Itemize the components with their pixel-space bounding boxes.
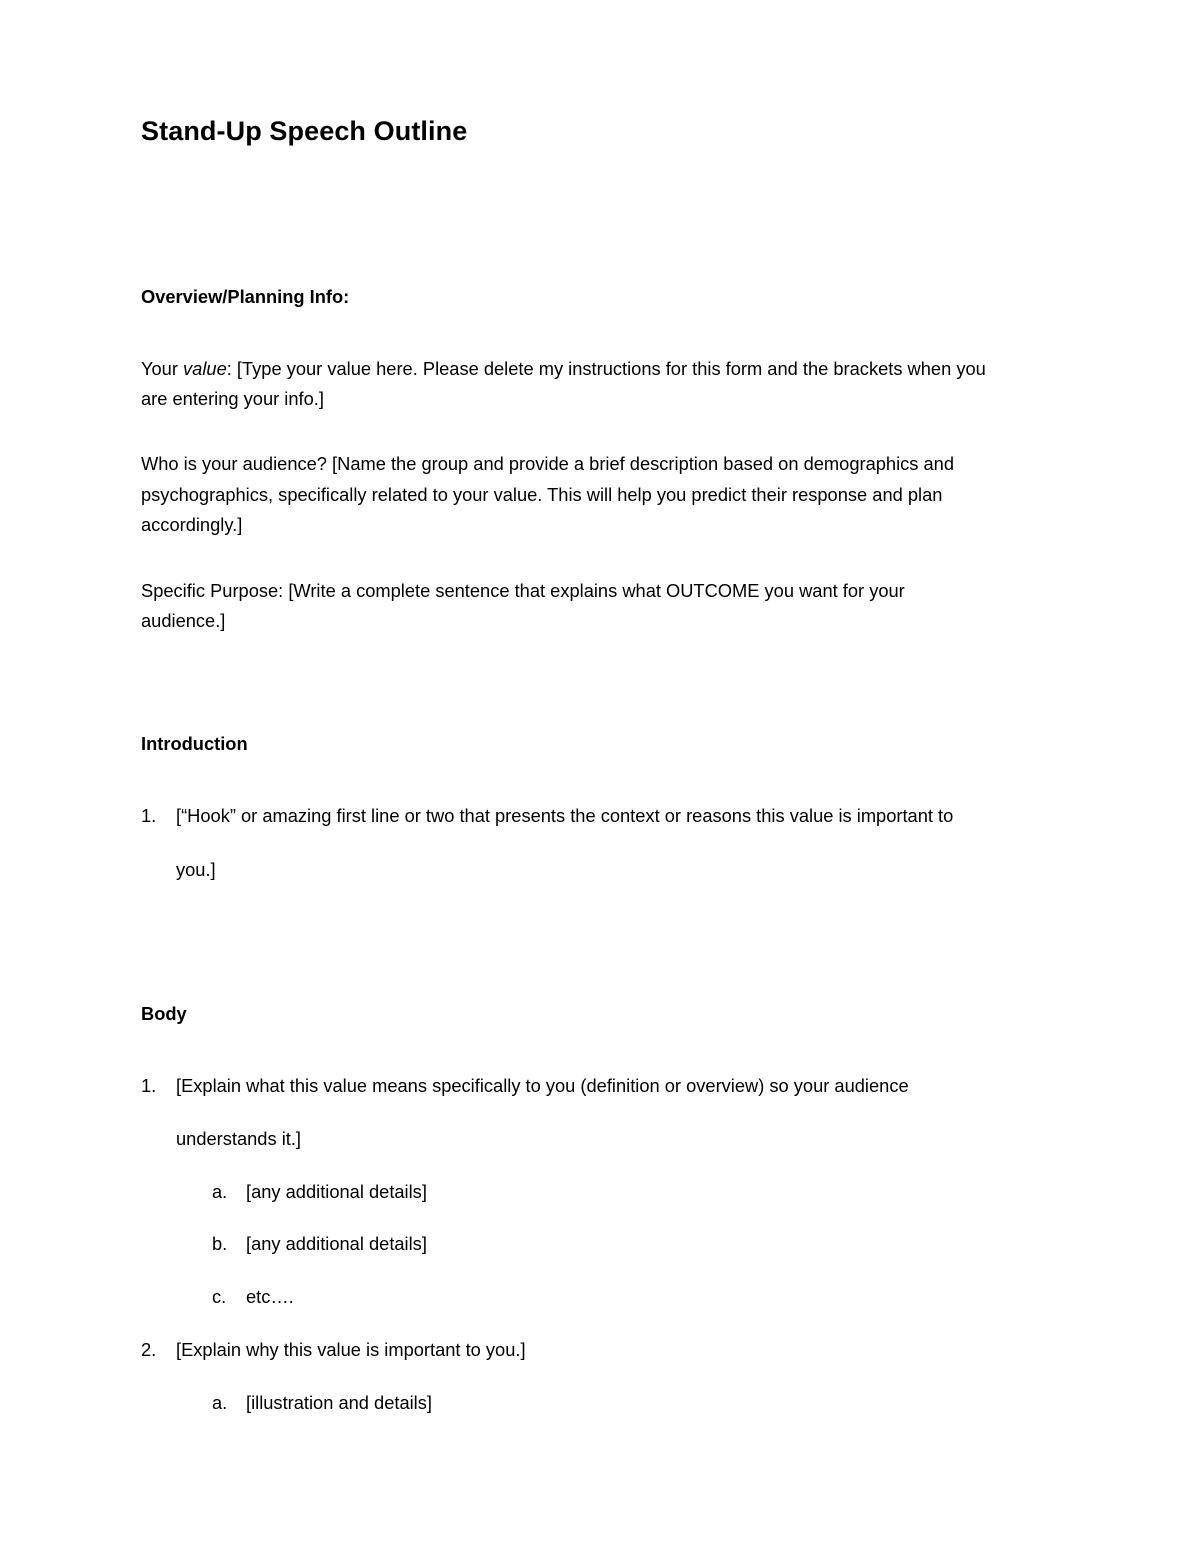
body-item-2-line-1: [Explain why this value is important to you.]: [176, 1339, 526, 1360]
audience-line-2: psychographics, specifically related to your value. This will help you predict their response and plan: [141, 484, 943, 505]
body-subitem-c-letter: c.: [212, 1286, 227, 1307]
body-item-1-line-2: understands it.]: [176, 1128, 301, 1149]
intro-item-line-2: you.]: [176, 859, 216, 880]
body-subitem-a-letter: a.: [212, 1181, 228, 1202]
value-line-1: [141, 353, 986, 384]
body-heading: Body: [141, 1003, 187, 1024]
body-item-1-line-1: [Explain what this value means specifically to you (definition or overview) so your audience: [176, 1075, 909, 1096]
body-subitem-b-letter: b.: [212, 1233, 228, 1254]
body-item-2-subitem-a-text: [illustration and details]: [246, 1392, 432, 1413]
purpose-line-1: Specific Purpose: [Write a complete sentence that explains what OUTCOME you want for your: [141, 580, 905, 601]
body-item-2-number: 2.: [141, 1339, 157, 1360]
purpose-line-2: audience.]: [141, 610, 226, 631]
document-title: Stand-Up Speech Outline: [141, 116, 468, 146]
intro-item-line-1: [“Hook” or amazing first line or two that presents the context or reasons this value is important to: [176, 805, 954, 826]
body-subitem-c-text: etc….: [246, 1286, 294, 1307]
value-label-prefix: Your: [141, 358, 184, 379]
body-item-2-subitem-a-letter: a.: [212, 1392, 228, 1413]
body-item-1-number: 1.: [141, 1075, 157, 1096]
audience-line-3: accordingly.]: [141, 514, 243, 535]
value-label-suffix: : [Type your value here. Please delete my instructions for this form and the brackets when you: [226, 358, 986, 379]
body-subitem-b-text: [any additional details]: [246, 1233, 427, 1254]
body-subitem-a-text: [any additional details]: [246, 1181, 427, 1202]
overview-heading: Overview/Planning Info:: [141, 286, 350, 307]
introduction-heading: Introduction: [141, 733, 248, 754]
value-line-2: are entering your info.]: [141, 388, 324, 409]
audience-line-1: Who is your audience? [Name the group and provide a brief description based on demographics and: [141, 453, 954, 474]
value-label-italic: value: [183, 358, 227, 379]
intro-item-number: 1.: [141, 805, 157, 826]
